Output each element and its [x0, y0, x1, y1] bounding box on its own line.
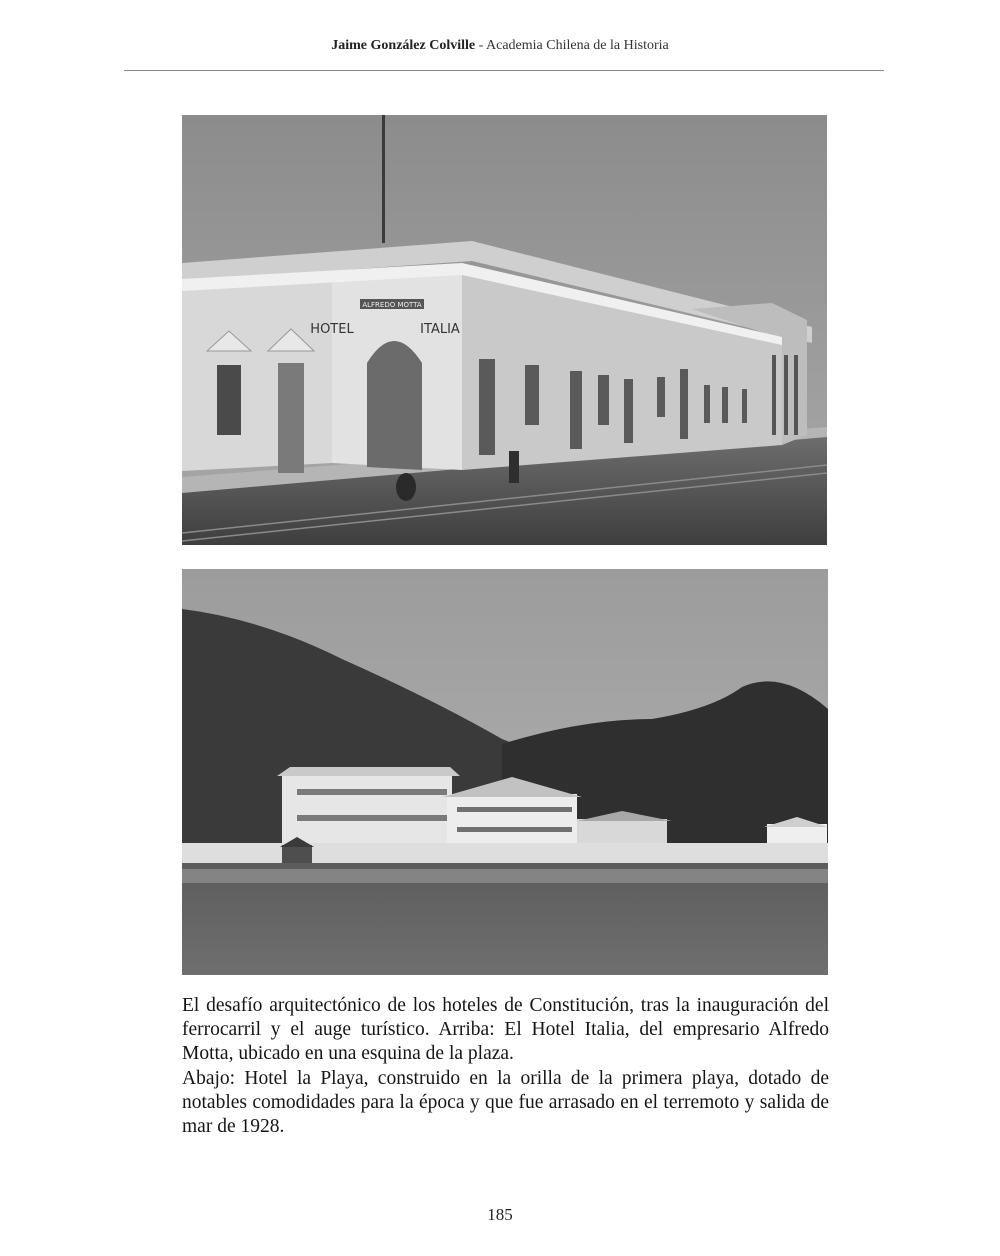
running-header [0, 38, 1000, 54]
hotel-la-playa-photo [182, 569, 828, 975]
header-author: Jaime González Colville [331, 38, 476, 53]
figure-caption [182, 994, 829, 1139]
sign-hotel: HOTEL [310, 322, 354, 337]
caption-paragraph-2: Abajo: Hotel la Playa, construido en la orilla de la primera playa, dotado de notables comodidades para la época y que fue arrasado en el terremoto y salida de mar de 1928. [182, 1067, 829, 1138]
header-separator: - [478, 38, 484, 53]
page-number: 185 [487, 1205, 513, 1224]
caption-paragraph-1: El desafío arquitectónico de los hoteles de Constitución, tras la inauguración del ferrocarril y el auge turístico. Arriba: El Hotel Italia, del empresario Alfredo Motta, ubicado en una esquina de la plaza. [182, 995, 829, 1065]
header-rule [124, 70, 884, 71]
hotel-italia-photo [182, 115, 827, 545]
hotel-italia-illustration [182, 115, 827, 545]
hotel-la-playa-illustration [182, 569, 828, 975]
sign-owner: ALFREDO MOTTA [362, 301, 422, 309]
header-institution: Academia Chilena de la Historia [486, 38, 669, 53]
sign-italia: ITALIA [420, 322, 460, 337]
